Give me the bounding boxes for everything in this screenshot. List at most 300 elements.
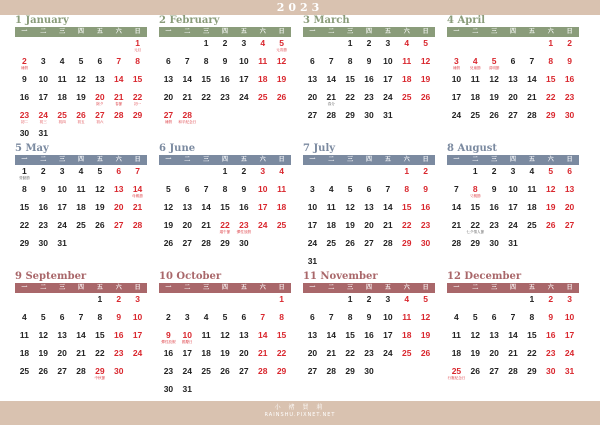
day-number: 31 <box>38 128 48 138</box>
day-number: 23 <box>564 92 575 102</box>
weekday-label: 五 <box>384 284 391 291</box>
day-number: 9 <box>567 56 572 66</box>
day-cell <box>322 202 341 220</box>
day-number: 26 <box>420 92 431 102</box>
day-cell <box>53 110 72 128</box>
day-number: 26 <box>420 348 431 358</box>
weekday-label: 五 <box>96 284 103 291</box>
day-grid <box>303 166 435 274</box>
day-number: 26 <box>163 238 174 248</box>
weekday-label: 四 <box>78 156 85 163</box>
day-cell <box>272 294 291 312</box>
weekday-label: 一 <box>453 156 460 163</box>
month-title: 4 April <box>447 15 486 26</box>
day-grid <box>303 38 435 128</box>
day-cell <box>159 92 178 110</box>
day-cell <box>303 110 322 128</box>
weekday-label: 四 <box>510 284 517 291</box>
day-number: 2 <box>222 38 228 48</box>
weekday-label: 四 <box>222 28 229 35</box>
empty-cell <box>522 38 541 56</box>
day-number: 29 <box>470 238 480 248</box>
day-cell <box>72 184 91 202</box>
day-cell <box>197 38 216 56</box>
day-number: 11 <box>326 202 336 212</box>
day-number: 30 <box>564 110 575 120</box>
day-number: 9 <box>116 312 122 322</box>
empty-cell <box>504 294 523 312</box>
day-number: 20 <box>307 92 318 102</box>
day-note: 初六 <box>96 120 104 124</box>
day-cell <box>109 74 128 92</box>
day-cell <box>341 92 360 110</box>
day-number: 17 <box>57 202 67 212</box>
day-cell <box>159 220 178 238</box>
day-cell <box>466 74 485 92</box>
day-note: 母親節 <box>132 194 143 198</box>
day-cell <box>341 348 360 366</box>
weekday-label: 二 <box>184 284 191 291</box>
day-number: 7 <box>328 56 334 66</box>
day-number: 12 <box>38 330 48 340</box>
day-note: 初一 <box>133 102 142 106</box>
weekday-header <box>159 27 291 37</box>
day-number: 12 <box>220 330 230 340</box>
day-cell <box>128 56 147 74</box>
day-cell <box>378 38 397 56</box>
day-number: 1 <box>222 166 228 176</box>
day-cell <box>109 330 128 348</box>
day-cell <box>560 202 579 220</box>
weekday-label: 六 <box>115 28 122 35</box>
weekday-label: 五 <box>528 28 535 35</box>
month-title: 6 June <box>159 143 196 154</box>
day-number: 29 <box>132 110 143 120</box>
day-number: 9 <box>241 184 247 194</box>
day-cell <box>159 202 178 220</box>
day-number: 20 <box>564 202 575 212</box>
day-cell <box>485 166 504 184</box>
day-cell <box>197 92 216 110</box>
weekday-header <box>303 27 435 37</box>
day-cell <box>416 220 435 238</box>
day-number: 19 <box>276 74 287 84</box>
day-note: 春節 <box>115 102 123 106</box>
day-note: 彈性放假 <box>161 340 176 344</box>
day-number: 21 <box>326 92 336 102</box>
day-cell <box>378 184 397 202</box>
day-cell <box>397 348 416 366</box>
day-cell <box>109 92 128 110</box>
day-number: 29 <box>545 110 556 120</box>
day-cell <box>378 92 397 110</box>
day-cell <box>90 312 109 330</box>
day-cell <box>466 110 485 128</box>
day-cell <box>34 312 53 330</box>
day-cell <box>34 238 53 256</box>
day-cell <box>378 238 397 256</box>
day-number: 13 <box>489 330 499 340</box>
empty-cell <box>72 38 91 56</box>
day-number: 1 <box>404 166 410 176</box>
day-number: 2 <box>423 166 428 176</box>
month-block <box>159 143 291 273</box>
day-number: 7 <box>510 312 516 322</box>
day-note: 父親節 <box>469 194 481 198</box>
day-number: 24 <box>564 348 575 358</box>
day-cell <box>216 56 235 74</box>
day-note: 端午節 <box>219 230 231 234</box>
weekday-label: 四 <box>366 28 373 35</box>
day-number: 20 <box>57 348 67 358</box>
day-cell <box>253 220 272 238</box>
day-cell <box>216 330 235 348</box>
day-cell <box>15 92 34 110</box>
day-cell <box>15 366 34 384</box>
day-number: 16 <box>19 92 30 102</box>
day-cell <box>90 366 109 384</box>
weekday-label: 二 <box>40 284 47 291</box>
day-number: 6 <box>310 312 315 322</box>
day-cell <box>216 202 235 220</box>
day-cell <box>178 384 197 402</box>
day-number: 25 <box>201 366 211 376</box>
day-number: 17 <box>383 330 393 340</box>
day-cell <box>253 312 272 330</box>
day-number: 13 <box>564 184 575 194</box>
day-cell <box>178 92 197 110</box>
day-number: 28 <box>326 366 336 376</box>
weekday-label: 日 <box>566 28 573 35</box>
day-cell <box>341 238 360 256</box>
day-number: 12 <box>163 202 174 212</box>
day-number: 23 <box>364 348 374 358</box>
day-cell <box>216 348 235 366</box>
day-cell <box>466 312 485 330</box>
empty-cell <box>159 166 178 184</box>
day-cell <box>397 312 416 330</box>
day-cell <box>416 56 435 74</box>
day-cell <box>128 202 147 220</box>
day-cell <box>72 166 91 184</box>
empty-cell <box>447 294 466 312</box>
day-cell <box>303 366 322 384</box>
day-cell <box>128 166 147 184</box>
day-number: 7 <box>78 312 84 322</box>
day-number: 29 <box>401 238 412 248</box>
day-number: 1 <box>347 294 353 304</box>
weekday-header <box>15 155 147 165</box>
day-number: 18 <box>527 202 537 212</box>
day-cell <box>360 366 379 384</box>
day-cell <box>541 38 560 56</box>
month-title: 3 March <box>303 15 350 26</box>
day-cell <box>322 330 341 348</box>
day-note: 初二 <box>20 120 29 124</box>
day-cell <box>522 184 541 202</box>
day-cell <box>90 74 109 92</box>
month-title: 7 July <box>303 143 336 154</box>
day-cell <box>234 348 253 366</box>
day-cell <box>178 74 197 92</box>
day-number: 15 <box>220 202 230 212</box>
day-number: 21 <box>76 348 86 358</box>
day-note: 兒童節 <box>469 66 481 70</box>
day-cell <box>541 92 560 110</box>
day-cell <box>128 74 147 92</box>
day-number: 3 <box>567 294 572 304</box>
day-cell <box>378 74 397 92</box>
day-cell <box>272 330 291 348</box>
day-number: 13 <box>57 330 67 340</box>
day-cell <box>128 294 147 312</box>
day-cell <box>560 92 579 110</box>
day-cell <box>522 220 541 238</box>
day-number: 14 <box>182 74 192 84</box>
day-number: 25 <box>57 110 67 120</box>
day-number: 2 <box>567 38 572 48</box>
day-cell <box>272 74 291 92</box>
day-number: 25 <box>257 92 268 102</box>
weekday-label: 五 <box>528 156 535 163</box>
day-cell <box>360 202 379 220</box>
day-cell <box>447 202 466 220</box>
day-number: 27 <box>113 220 124 230</box>
weekday-label: 五 <box>384 28 391 35</box>
footer-brand: 小 褚 買 莉 <box>274 404 326 411</box>
day-cell <box>485 202 504 220</box>
weekday-label: 三 <box>203 28 210 35</box>
day-number: 16 <box>163 348 174 358</box>
day-cell <box>128 220 147 238</box>
day-number: 31 <box>307 256 318 266</box>
day-number: 30 <box>113 366 124 376</box>
day-number: 30 <box>489 238 499 248</box>
day-cell <box>447 74 466 92</box>
day-cell <box>522 202 541 220</box>
day-number: 2 <box>491 166 497 176</box>
day-cell <box>522 366 541 384</box>
day-number: 23 <box>220 92 230 102</box>
empty-cell <box>303 38 322 56</box>
weekday-label: 二 <box>40 156 47 163</box>
day-number: 23 <box>239 220 249 230</box>
month-block <box>447 143 579 273</box>
day-cell <box>397 166 416 184</box>
day-number: 12 <box>420 312 431 322</box>
day-number: 30 <box>545 366 556 376</box>
day-number: 9 <box>366 312 372 322</box>
day-cell <box>360 312 379 330</box>
month-title: 12 December <box>447 271 522 282</box>
day-number: 28 <box>527 110 537 120</box>
weekday-label: 一 <box>21 156 28 163</box>
day-number: 12 <box>345 202 355 212</box>
empty-cell <box>466 294 485 312</box>
day-number: 4 <box>59 56 65 66</box>
weekday-label: 五 <box>240 28 247 35</box>
weekday-label: 五 <box>240 156 247 163</box>
day-cell <box>253 74 272 92</box>
day-cell <box>447 184 466 202</box>
day-number: 29 <box>276 366 287 376</box>
day-number: 28 <box>182 110 192 120</box>
day-number: 9 <box>423 184 428 194</box>
day-number: 29 <box>95 366 105 376</box>
day-number: 10 <box>239 56 249 66</box>
day-cell <box>522 92 541 110</box>
day-cell <box>178 56 197 74</box>
empty-cell <box>447 166 466 184</box>
day-number: 13 <box>239 330 249 340</box>
month-title: 9 September <box>15 271 87 282</box>
day-cell <box>504 366 523 384</box>
day-number: 11 <box>527 184 537 194</box>
day-cell <box>397 238 416 256</box>
month-title: 8 August <box>447 143 497 154</box>
day-number: 8 <box>548 56 554 66</box>
day-number: 28 <box>201 238 211 248</box>
empty-cell <box>159 38 178 56</box>
day-number: 19 <box>420 330 431 340</box>
day-number: 20 <box>364 220 374 230</box>
day-cell <box>466 56 485 74</box>
day-cell <box>416 238 435 256</box>
day-number: 5 <box>347 184 353 194</box>
day-number: 11 <box>258 56 268 66</box>
day-number: 31 <box>508 238 518 248</box>
day-number: 13 <box>508 74 518 84</box>
day-number: 24 <box>257 220 268 230</box>
day-cell <box>159 238 178 256</box>
day-cell <box>416 202 435 220</box>
day-number: 18 <box>257 74 268 84</box>
day-cell <box>466 348 485 366</box>
day-number: 11 <box>57 74 67 84</box>
day-cell <box>360 220 379 238</box>
day-cell <box>360 92 379 110</box>
day-cell <box>522 74 541 92</box>
day-cell <box>541 294 560 312</box>
day-cell <box>416 38 435 56</box>
day-number: 12 <box>95 184 105 194</box>
day-cell <box>541 366 560 384</box>
empty-cell <box>197 294 216 312</box>
day-number: 15 <box>527 330 537 340</box>
day-cell <box>72 56 91 74</box>
day-cell <box>253 166 272 184</box>
day-cell <box>485 110 504 128</box>
day-cell <box>72 348 91 366</box>
empty-cell <box>322 166 341 184</box>
day-cell <box>560 330 579 348</box>
weekday-label: 六 <box>403 284 410 291</box>
weekday-label: 三 <box>59 28 66 35</box>
day-number: 23 <box>163 366 174 376</box>
day-number: 26 <box>38 366 48 376</box>
day-cell <box>360 348 379 366</box>
day-cell <box>128 312 147 330</box>
weekday-label: 一 <box>453 284 460 291</box>
weekday-label: 日 <box>278 156 285 163</box>
day-cell <box>303 220 322 238</box>
day-cell <box>128 330 147 348</box>
day-number: 12 <box>545 184 556 194</box>
day-number: 27 <box>307 366 318 376</box>
day-number: 6 <box>59 312 65 322</box>
day-number: 5 <box>548 166 554 176</box>
weekday-label: 一 <box>309 28 316 35</box>
weekday-label: 五 <box>240 284 247 291</box>
day-number: 10 <box>132 312 143 322</box>
day-number: 18 <box>19 348 30 358</box>
day-number: 4 <box>78 166 84 176</box>
day-number: 24 <box>182 366 192 376</box>
empty-cell <box>34 294 53 312</box>
day-cell <box>159 56 178 74</box>
weekday-label: 六 <box>115 156 122 163</box>
day-cell <box>466 92 485 110</box>
day-number: 28 <box>508 366 518 376</box>
day-number: 24 <box>383 348 393 358</box>
day-number: 21 <box>383 220 393 230</box>
day-number: 1 <box>548 38 554 48</box>
day-number: 15 <box>95 330 105 340</box>
day-number: 11 <box>19 330 29 340</box>
day-cell <box>109 312 128 330</box>
day-cell <box>522 56 541 74</box>
day-cell <box>504 166 523 184</box>
day-number: 2 <box>366 294 372 304</box>
day-number: 7 <box>385 184 391 194</box>
day-number: 25 <box>326 238 336 248</box>
day-number: 12 <box>420 56 431 66</box>
empty-cell <box>178 38 197 56</box>
day-cell <box>560 166 579 184</box>
day-number: 11 <box>470 74 480 84</box>
day-number: 13 <box>364 202 374 212</box>
day-number: 1 <box>472 166 478 176</box>
day-number: 21 <box>132 202 143 212</box>
day-number: 9 <box>22 74 27 84</box>
day-number: 16 <box>38 202 48 212</box>
day-cell <box>447 220 466 238</box>
day-cell <box>303 74 322 92</box>
day-number: 27 <box>95 110 105 120</box>
day-cell <box>53 166 72 184</box>
day-number: 5 <box>491 56 497 66</box>
day-number: 2 <box>116 294 122 304</box>
empty-cell <box>178 166 197 184</box>
day-cell <box>416 330 435 348</box>
day-number: 17 <box>38 92 48 102</box>
day-cell <box>360 238 379 256</box>
day-number: 26 <box>489 110 499 120</box>
weekday-header <box>15 27 147 37</box>
day-number: 13 <box>113 184 124 194</box>
day-cell <box>504 238 523 256</box>
day-cell <box>504 110 523 128</box>
day-cell <box>504 56 523 74</box>
day-number: 17 <box>564 330 575 340</box>
day-number: 30 <box>19 128 30 138</box>
day-note: 行憲紀念日 <box>447 376 466 380</box>
day-cell <box>447 366 466 384</box>
day-number: 3 <box>454 56 459 66</box>
day-cell <box>128 348 147 366</box>
day-cell <box>416 348 435 366</box>
day-number: 14 <box>451 202 462 212</box>
